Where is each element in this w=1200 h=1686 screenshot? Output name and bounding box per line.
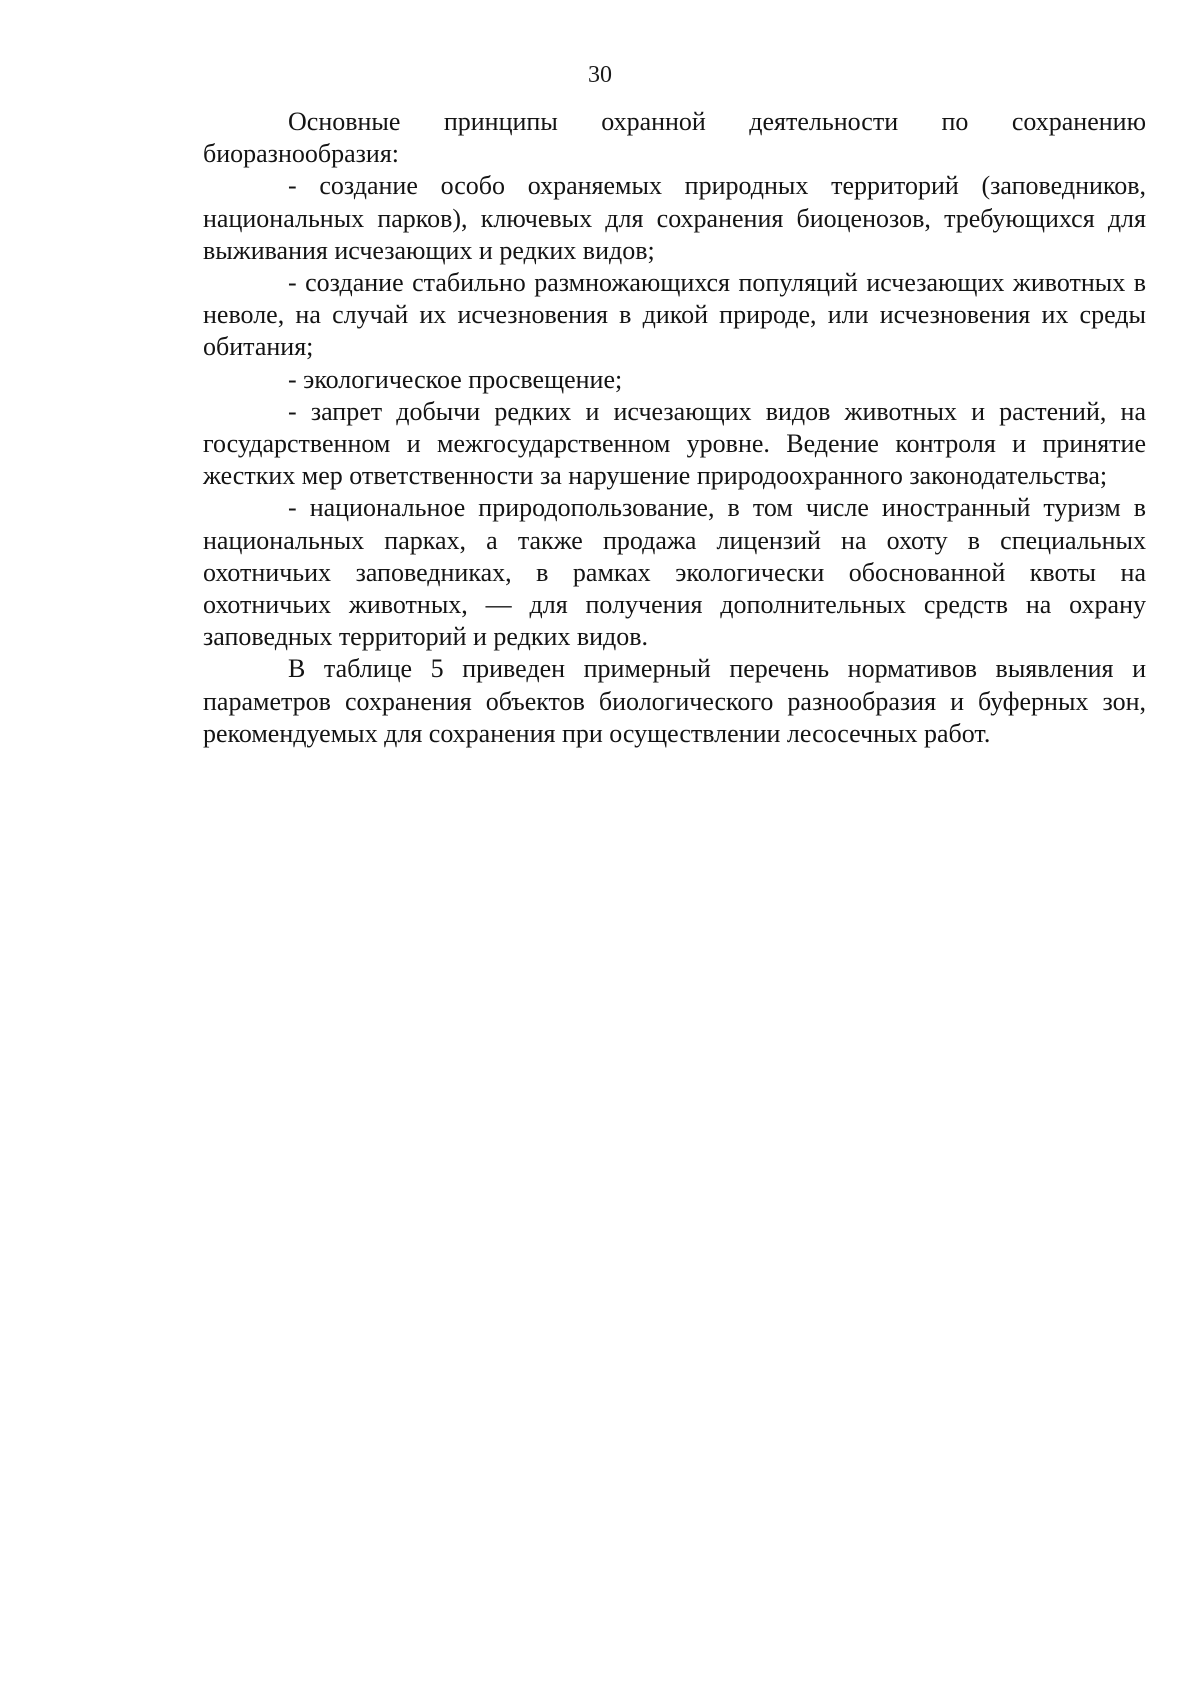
paragraph-protected-areas: - создание особо охраняемых природных территорий (заповедников, национальных парков), ключевых для сохранения биоценозов, требующихся для выживания исчезающих и редких видов; — [203, 171, 1146, 265]
paragraph-hunting-ban: - запрет добычи редких и исчезающих видов животных и растений, на государственном и межгосударственном уровне. Ведение контроля и принятие жестких мер ответственности за нарушение природоохранного законодательства; — [203, 396, 1146, 491]
paragraph-national-nature-use: - национальное природопользование, в том числе иностранный туризм в национальных парках, а также продажа лицензий на охоту в специальных охотничьих заповедниках, в рамках экологически обоснованной квоты на охотничьих животных, — для получения дополнительных средств на охрану заповедных территорий и редких видов. — [203, 493, 1146, 652]
paragraph-table-reference: В таблице 5 приведен примерный перечень нормативов выявления и параметров сохранения объектов биологического разнообразия и буферных зон, рекомендуемых для сохранения при осуществлении лесосечных работ. — [203, 654, 1146, 748]
paragraph-ecological-education: - экологическое просвещение; — [288, 364, 623, 394]
page-number: 30 — [588, 62, 612, 88]
body-text — [203, 106, 1146, 750]
paragraph-captive-populations: - создание стабильно размножающихся популяций исчезающих животных в неволе, на случай их исчезновения в дикой природе, или исчезновения их среды обитания; — [203, 268, 1146, 362]
paragraph-intro: Основные принципы охранной деятельности по сохранению биоразнообразия: — [203, 107, 1146, 169]
